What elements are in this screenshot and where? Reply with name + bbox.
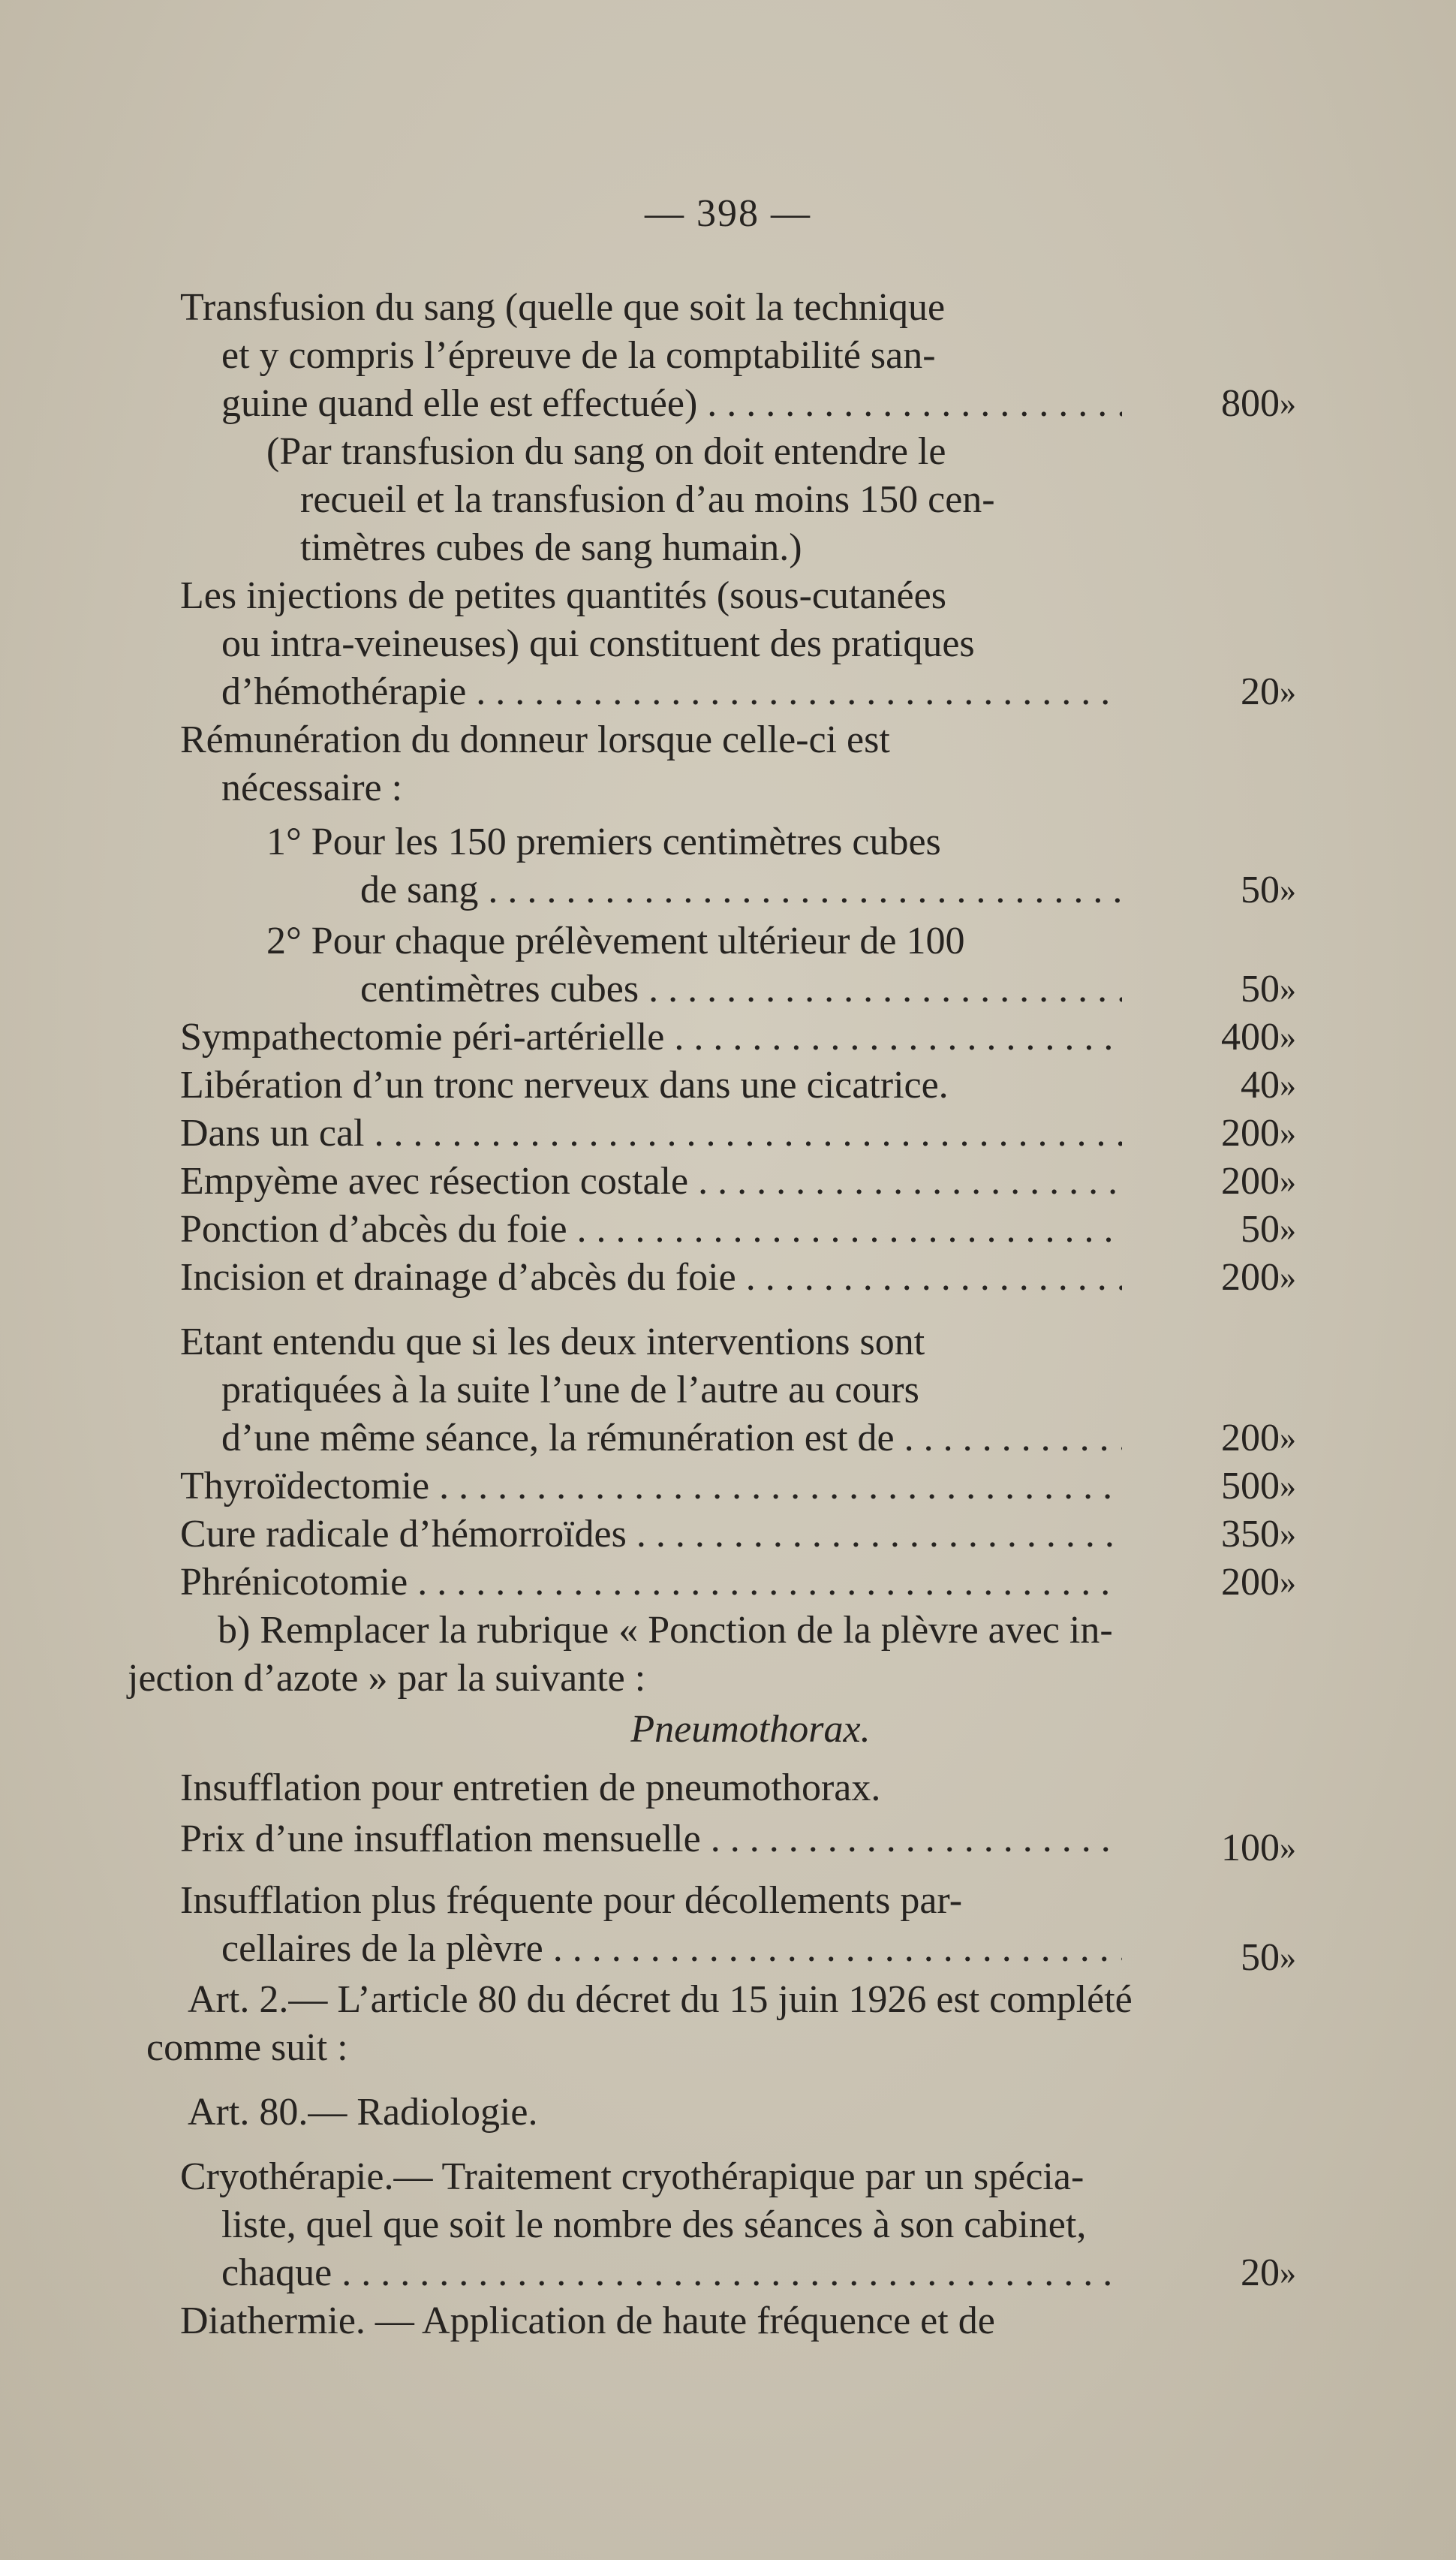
franc-mark: » — [1280, 1163, 1296, 1200]
fee-entry — [180, 1462, 1122, 1510]
fee-entry-amount: 400 — [1221, 1016, 1280, 1059]
section-heading-pneumothorax: Pneumothorax. — [630, 1708, 871, 1751]
remuneration-item-2-line-1: 2° Pour chaque prélèvement ultérieur de 100 — [266, 920, 965, 962]
cryotherapie-line-2: liste, quel que soit le nombre des séances à son cabinet, — [221, 2203, 1087, 2246]
transfusion-line-1: Transfusion du sang (quelle que soit la technique — [180, 286, 946, 329]
etant-label: d’une même séance, la rémunération est de . . . — [221, 1414, 1122, 1462]
transfusion-amount: 800 — [1221, 382, 1280, 425]
remplacer-line-1: b) Remplacer la rubrique « Ponction de la plèvre avec in- — [218, 1609, 1113, 1652]
franc-mark: » — [1280, 1468, 1296, 1504]
transfusion-note-2: recueil et la transfusion d’au moins 150 cen- — [300, 478, 995, 521]
fee-entry-amount: 200 — [1221, 1112, 1280, 1155]
insufflation-line-3: Insufflation plus fréquente pour décollements par- — [180, 1879, 963, 1922]
franc-mark: » — [1280, 1939, 1296, 1976]
fee-entry — [180, 1158, 1122, 1206]
insufflation-line-1: Insufflation pour entretien de pneumothorax. — [180, 1766, 881, 1809]
fee-entry — [180, 1110, 1122, 1158]
cryotherapie-line-1: Cryothérapie.— Traitement cryothérapique par un spécia- — [180, 2155, 1084, 2198]
remuneration-line-1: Rémunération du donneur lorsque celle-ci est — [180, 718, 890, 761]
remuneration-item-1-line-1: 1° Pour les 150 premiers centimètres cubes — [266, 821, 941, 863]
insufflation-line-2 — [180, 1815, 1122, 1863]
insufflation-line-4 — [221, 1925, 1122, 1973]
fee-entry-amount: 200 — [1221, 1256, 1280, 1299]
insufflation-amount-2: 50 — [1241, 1936, 1280, 1979]
remuneration-item-2-amount: 50 — [1241, 968, 1280, 1010]
fee-entry-label: Sympathectomie péri-artérielle . . . — [180, 1013, 1122, 1062]
injections-amount: 20 — [1241, 670, 1280, 713]
etant-line-2: pratiquées à la suite l’une de l’autre au cours — [221, 1369, 919, 1411]
remplacer-line-2: jection d’azote » par la suivante : — [128, 1657, 646, 1700]
franc-mark: » — [1280, 385, 1296, 422]
injections-line-3 — [221, 668, 1122, 716]
franc-mark: » — [1280, 1115, 1296, 1152]
page-number: — 398 — — [645, 192, 811, 235]
remuneration-item-2-label: centimètres cubes . . . — [360, 965, 1122, 1013]
fee-entry-amount: 40 — [1241, 1064, 1280, 1107]
remuneration-item-1-amount: 50 — [1241, 869, 1280, 911]
fee-entry-label: Dans un cal . . . — [180, 1110, 1122, 1158]
injections-line-1: Les injections de petites quantités (sous-cutanées — [180, 574, 946, 617]
transfusion-note-3: timètres cubes de sang humain.) — [300, 526, 802, 569]
transfusion-label: guine quand elle est effectuée) . . . — [221, 380, 1122, 428]
remuneration-item-1-label: de sang . . . — [360, 866, 1122, 914]
fee-entry-amount: 350 — [1221, 1513, 1280, 1556]
fee-entry-label: Phrénicotomie . . . — [180, 1559, 1122, 1607]
fee-entry-label: Cure radicale d’hémorroïdes . . . — [180, 1510, 1122, 1559]
franc-mark: » — [1280, 1830, 1296, 1866]
fee-entry — [180, 1013, 1122, 1062]
franc-mark: » — [1280, 1420, 1296, 1456]
remuneration-line-2: nécessaire : — [221, 766, 403, 809]
fee-entry-label: Libération d’un tronc nerveux dans une cicatrice. — [180, 1064, 949, 1107]
etant-line-3 — [221, 1414, 1122, 1462]
fee-entry-label: Empyème avec résection costale . . . — [180, 1158, 1122, 1206]
fee-entry — [180, 1254, 1122, 1302]
remuneration-item-2-line-2 — [360, 965, 1122, 1013]
article-80-heading: Art. 80.— Radiologie. — [188, 2091, 538, 2134]
fee-entry-label: Thyroïdectomie . . . — [180, 1462, 1122, 1510]
transfusion-line-3 — [221, 380, 1122, 428]
franc-mark: » — [1280, 872, 1296, 908]
franc-mark: » — [1280, 1067, 1296, 1104]
franc-mark: » — [1280, 1259, 1296, 1296]
diathermie-line: Diathermie. — Application de haute fréquence et de — [180, 2299, 995, 2342]
fee-entry — [180, 1206, 1122, 1254]
franc-mark: » — [1280, 971, 1296, 1007]
cryotherapie-line-3 — [221, 2249, 1122, 2297]
fee-entry — [180, 1559, 1122, 1607]
franc-mark: » — [1280, 1211, 1296, 1248]
cryotherapie-label: chaque . . . — [221, 2249, 1122, 2297]
remuneration-item-1-line-2 — [360, 866, 1122, 914]
fee-entry-amount: 200 — [1221, 1160, 1280, 1203]
franc-mark: » — [1280, 1564, 1296, 1601]
insufflation-label-1: Prix d’une insufflation mensuelle . . . — [180, 1815, 1122, 1863]
transfusion-note-1: (Par transfusion du sang on doit entendre le — [266, 430, 946, 473]
franc-mark: » — [1280, 673, 1296, 710]
fee-entry-label: Incision et drainage d’abcès du foie . . . — [180, 1254, 1122, 1302]
injections-label: d’hémothérapie . . . — [221, 668, 1122, 716]
article-2-line-1: Art. 2.— L’article 80 du décret du 15 juin 1926 est complété — [188, 1978, 1133, 2021]
fee-entry-label: Ponction d’abcès du foie . . . — [180, 1206, 1122, 1254]
franc-mark: » — [1280, 1019, 1296, 1056]
cryotherapie-amount: 20 — [1241, 2251, 1280, 2294]
etant-amount: 200 — [1221, 1417, 1280, 1459]
franc-mark: » — [1280, 1516, 1296, 1553]
etant-line-1: Etant entendu que si les deux interventions sont — [180, 1321, 925, 1363]
insufflation-amount-1: 100 — [1221, 1827, 1280, 1869]
fee-entry-amount: 200 — [1221, 1561, 1280, 1604]
fee-entry-amount: 500 — [1221, 1465, 1280, 1507]
franc-mark: » — [1280, 2254, 1296, 2291]
injections-line-2: ou intra-veineuses) qui constituent des pratiques — [221, 622, 975, 665]
insufflation-label-2: cellaires de la plèvre . . . — [221, 1925, 1122, 1973]
fee-entry — [180, 1510, 1122, 1559]
transfusion-line-2: et y compris l’épreuve de la comptabilité san- — [221, 334, 936, 377]
article-2-line-2: comme suit : — [146, 2026, 348, 2069]
fee-entry-amount: 50 — [1241, 1208, 1280, 1251]
